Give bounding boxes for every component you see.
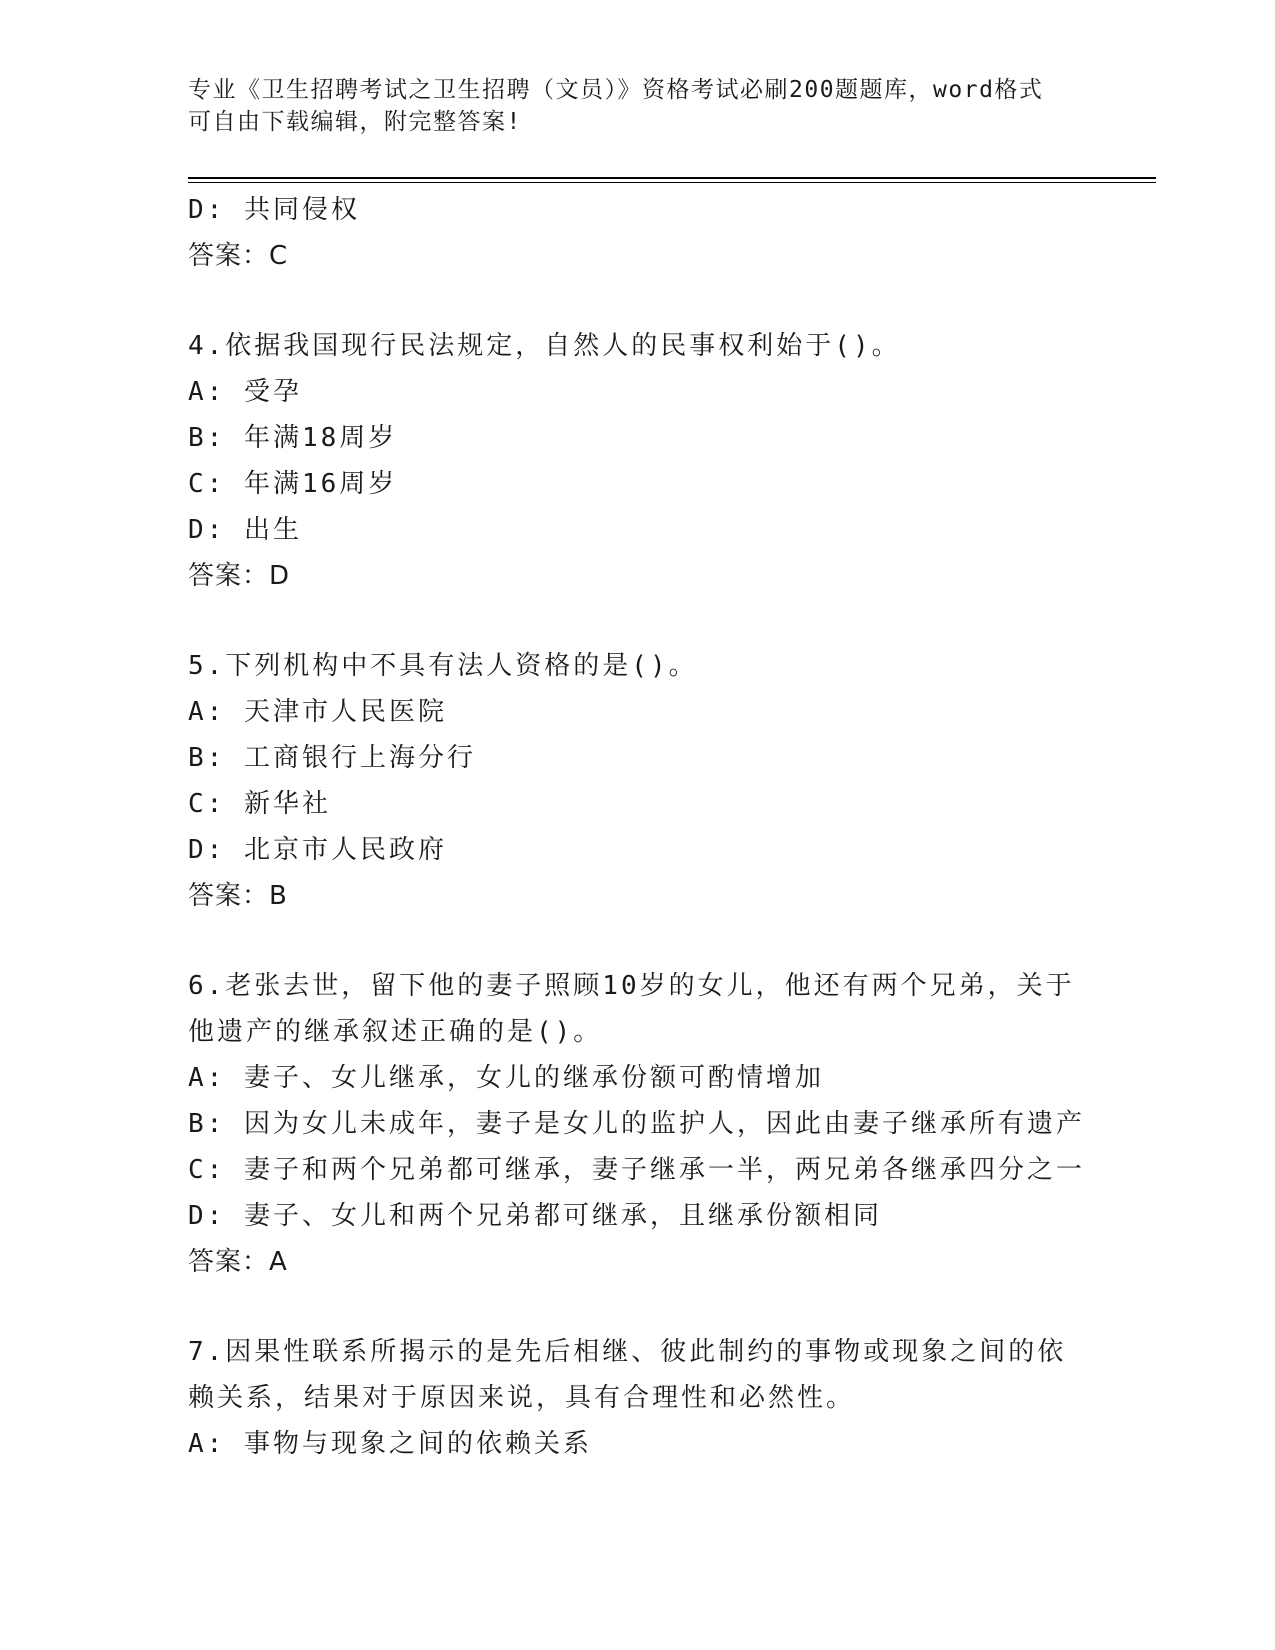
option-a: A: 天津市人民医院 [188,697,447,727]
option-b: B: 年满18周岁 [188,423,398,453]
header-divider-thick [188,177,1156,179]
answer-line: 答案：A [188,1247,288,1277]
option-a: A: 事物与现象之间的依赖关系 [188,1429,592,1459]
question-list [188,187,1088,1467]
option-d: D: 共同侵权 [188,195,360,225]
header-line-1: 专业《卫生招聘考试之卫生招聘（文员）》资格考试必刷200题题库，word格式 [188,77,1044,103]
answer-line: 答案：B [188,881,288,911]
spacer [188,1285,1088,1329]
option-d: D: 出生 [188,515,302,545]
header-line-2: 可自由下载编辑，附完整答案! [188,109,522,135]
option-c: C: 年满16周岁 [188,469,398,499]
option-b: B: 因为女儿未成年，妻子是女儿的监护人，因此由妻子继承所有遗产 [188,1109,1085,1139]
question-5 [188,643,1088,919]
question-stem-line-2: 他遗产的继承叙述正确的是()。 [188,1017,603,1047]
question-6 [188,963,1088,1285]
option-d: D: 北京市人民政府 [188,835,447,865]
question-stem: 5.下列机构中不具有法人资格的是()。 [188,651,698,681]
option-b: B: 工商银行上海分行 [188,743,476,773]
question-stem: 4.依据我国现行民法规定，自然人的民事权利始于()。 [188,331,901,361]
question-7 [188,1329,1088,1467]
answer-line: 答案：C [188,241,289,271]
question-stem-line-2: 赖关系，结果对于原因来说，具有合理性和必然性。 [188,1383,856,1413]
answer-line: 答案：D [188,561,291,591]
question-4 [188,323,1088,599]
spacer [188,599,1088,643]
question-stem-line-1: 6.老张去世，留下他的妻子照顾10岁的女儿，他还有两个兄弟，关于 [188,971,1075,1001]
question-3-tail [188,187,1088,279]
option-d: D: 妻子、女儿和两个兄弟都可继承，且继承份额相同 [188,1201,882,1231]
header-divider-thin [188,182,1156,183]
option-c: C: 新华社 [188,789,331,819]
option-c: C: 妻子和两个兄弟都可继承，妻子继承一半，两兄弟各继承四分之一 [188,1155,1085,1185]
option-a: A: 受孕 [188,377,302,407]
question-stem-line-1: 7.因果性联系所揭示的是先后相继、彼此制约的事物或现象之间的依 [188,1337,1067,1367]
option-a: A: 妻子、女儿继承，女儿的继承份额可酌情增加 [188,1063,824,1093]
document-header [188,74,1088,138]
spacer [188,279,1088,323]
spacer [188,919,1088,963]
